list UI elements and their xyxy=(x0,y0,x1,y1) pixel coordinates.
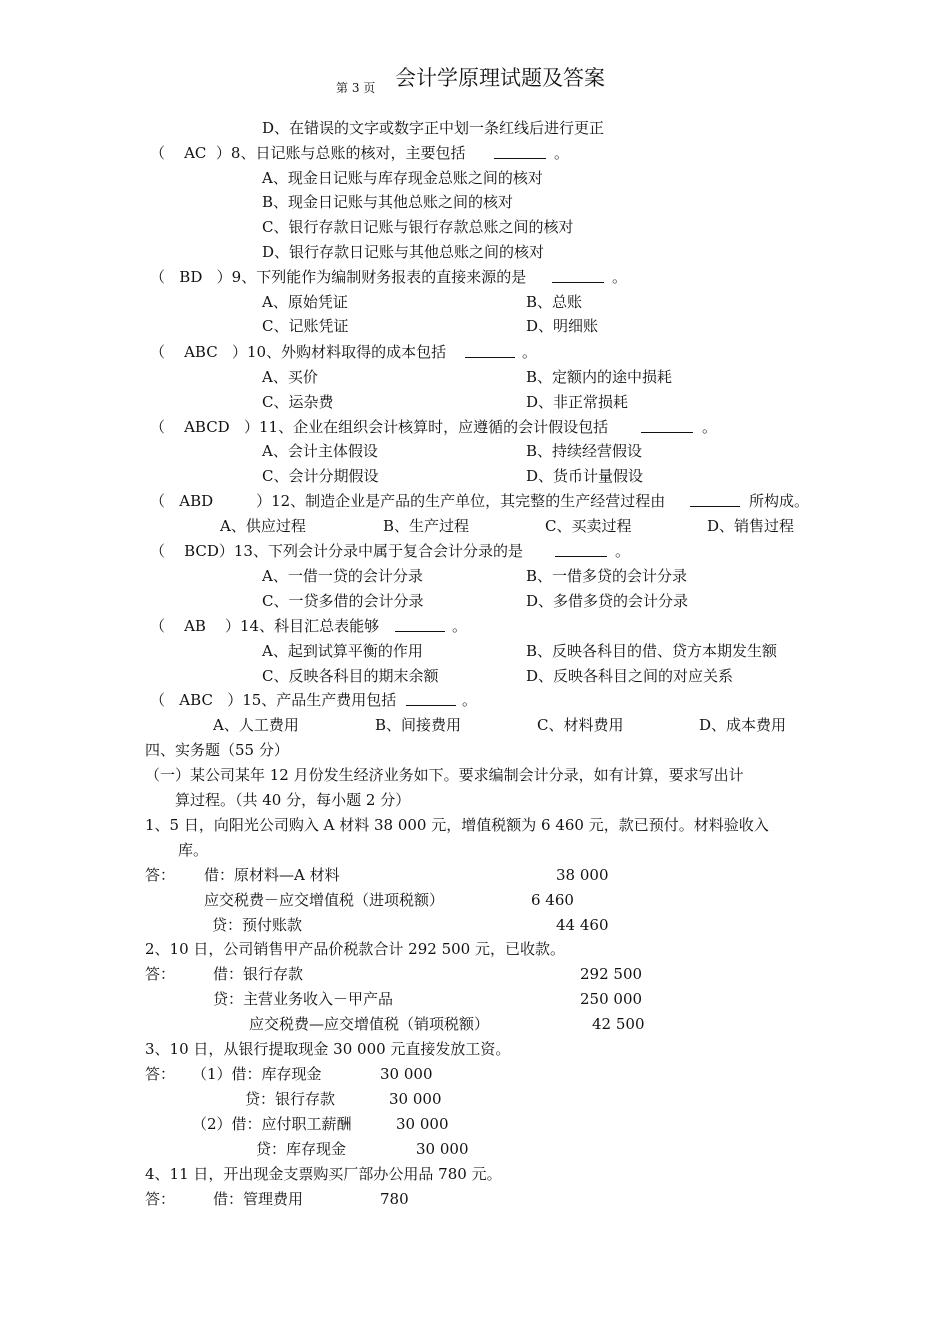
problem-line: 2、10 日，公司销售甲产品价税款合计 292 500 元，已收款。 xyxy=(145,940,565,958)
option-line: B、总账 xyxy=(526,293,583,311)
journal-account: 借：管理费用 xyxy=(213,1190,304,1208)
answer-blank xyxy=(555,541,607,557)
option-line: C、买卖过程 xyxy=(545,517,632,535)
journal-amount: 30 000 xyxy=(416,1140,469,1158)
journal-account: 贷：银行存款 xyxy=(245,1090,336,1108)
problem-line: 3、10 日，从银行提取现金 30 000 元直接发放工资。 xyxy=(145,1040,511,1058)
journal-amount: 780 xyxy=(380,1190,409,1208)
option-line: A、原始凭证 xyxy=(262,293,348,311)
answer-blank xyxy=(494,143,546,159)
journal-amount: 38 000 xyxy=(556,866,609,884)
option-line: D、在错误的文字或数字正中划一条红线后进行更正 xyxy=(262,119,605,137)
option-line: C、一贷多借的会计分录 xyxy=(262,592,424,610)
journal-amount: 30 000 xyxy=(389,1090,442,1108)
journal-account: 贷：预付账款 xyxy=(212,916,303,934)
question-end: 。 xyxy=(554,144,570,162)
option-line: D、多借多贷的会计分录 xyxy=(526,592,689,610)
page-number: 第 3 页 xyxy=(336,81,376,95)
option-line: D、成本费用 xyxy=(699,716,787,734)
option-line: A、一借一贷的会计分录 xyxy=(262,567,423,585)
option-line: A、买价 xyxy=(262,368,318,386)
question-end: 所构成。 xyxy=(749,492,810,510)
option-line: A、人工费用 xyxy=(213,716,299,734)
answer-blank xyxy=(641,417,693,433)
question-end: 。 xyxy=(452,617,468,635)
problem-line: 1、5 日，向阳光公司购入 A 材料 38 000 元，增值税额为 6 460 元，款已预付。材料验收入 xyxy=(145,816,769,834)
journal-account: （2）借：应付职工薪酬 xyxy=(192,1115,352,1133)
journal-account: 借：银行存款 xyxy=(213,965,304,983)
journal-amount: 30 000 xyxy=(380,1065,433,1083)
question-line: （ AC ）8、日记账与总账的核对，主要包括 xyxy=(150,144,466,162)
journal-account: （1）借：库存现金 xyxy=(192,1065,322,1083)
option-line: C、记账凭证 xyxy=(262,317,349,335)
option-line: B、现金日记账与其他总账之间的核对 xyxy=(262,193,514,211)
answer-blank xyxy=(552,267,604,283)
journal-amount: 44 460 xyxy=(556,916,609,934)
option-line: A、供应过程 xyxy=(220,517,306,535)
option-line: A、现金日记账与库存现金总账之间的核对 xyxy=(262,169,543,187)
journal-amount: 250 000 xyxy=(580,990,643,1008)
question-line: （ ABD ）12、制造企业是产品的生产单位，其完整的生产经营过程由 xyxy=(150,492,666,510)
option-line: C、材料费用 xyxy=(537,716,624,734)
answer-blank xyxy=(465,342,515,358)
option-line: D、反映各科目之间的对应关系 xyxy=(526,667,734,685)
journal-account: 贷：主营业务收入－甲产品 xyxy=(213,990,394,1008)
question-line: （ ABCD ）11、企业在组织会计核算时，应遵循的会计假设包括 xyxy=(150,418,609,436)
journal-account: 贷：库存现金 xyxy=(256,1140,347,1158)
option-line: C、银行存款日记账与银行存款总账之间的核对 xyxy=(262,218,574,236)
journal-account: 应交税费－应交增值税（进项税额） xyxy=(204,891,445,909)
problem-line: 库。 xyxy=(178,841,209,859)
question-line: （ BCD）13、下列会计分录中属于复合会计分录的是 xyxy=(150,542,523,560)
option-line: B、反映各科目的借、贷方本期发生额 xyxy=(526,642,778,660)
answer-blank xyxy=(406,690,456,706)
answer-blank xyxy=(395,616,445,632)
option-line: A、起到试算平衡的作用 xyxy=(262,642,423,660)
question-line: （ BD ）9、下列能作为编制财务报表的直接来源的是 xyxy=(150,268,527,286)
option-line: B、持续经营假设 xyxy=(526,442,643,460)
option-line: C、会计分期假设 xyxy=(262,467,379,485)
answer-label: 答： xyxy=(145,1190,176,1208)
paragraph-line: 算过程。（共 40 分，每小题 2 分） xyxy=(175,791,411,809)
option-line: B、一借多贷的会计分录 xyxy=(526,567,688,585)
option-line: C、反映各科目的期末余额 xyxy=(262,667,439,685)
question-end: 。 xyxy=(615,542,631,560)
answer-blank xyxy=(690,491,740,507)
paragraph-line: （一）某公司某年 12 月份发生经济业务如下。要求编制会计分录，如有计算，要求写出计 xyxy=(145,766,744,784)
journal-account: 应交税费—应交增值税（销项税额） xyxy=(249,1015,490,1033)
option-line: A、会计主体假设 xyxy=(262,442,378,460)
question-end: 。 xyxy=(612,268,628,286)
question-end: 。 xyxy=(522,343,538,361)
journal-amount: 6 460 xyxy=(531,891,574,909)
option-line: C、运杂费 xyxy=(262,393,334,411)
journal-amount: 42 500 xyxy=(592,1015,645,1033)
section-heading: 四、实务题（55 分） xyxy=(145,741,289,759)
answer-label: 答： xyxy=(145,1065,176,1083)
question-end: 。 xyxy=(702,418,718,436)
option-line: B、间接费用 xyxy=(375,716,462,734)
option-line: B、生产过程 xyxy=(383,517,470,535)
answer-label: 答： xyxy=(145,965,176,983)
journal-amount: 292 500 xyxy=(580,965,643,983)
option-line: D、销售过程 xyxy=(707,517,795,535)
problem-line: 4、11 日，开出现金支票购买厂部办公用品 780 元。 xyxy=(145,1165,502,1183)
answer-label: 答： xyxy=(145,866,176,884)
option-line: D、明细账 xyxy=(526,317,599,335)
option-line: D、非正常损耗 xyxy=(526,393,629,411)
option-line: D、货币计量假设 xyxy=(526,467,644,485)
question-end: 。 xyxy=(462,691,478,709)
question-line: （ ABC ）15、产品生产费用包括 xyxy=(150,691,397,709)
document-title: 会计学原理试题及答案 xyxy=(395,66,605,90)
journal-account: 借：原材料—A 材料 xyxy=(204,866,340,884)
option-line: B、定额内的途中损耗 xyxy=(526,368,673,386)
journal-amount: 30 000 xyxy=(396,1115,449,1133)
question-line: （ ABC ）10、外购材料取得的成本包括 xyxy=(150,343,447,361)
question-line: （ AB ）14、科目汇总表能够 xyxy=(150,617,380,635)
option-line: D、银行存款日记账与其他总账之间的核对 xyxy=(262,243,545,261)
